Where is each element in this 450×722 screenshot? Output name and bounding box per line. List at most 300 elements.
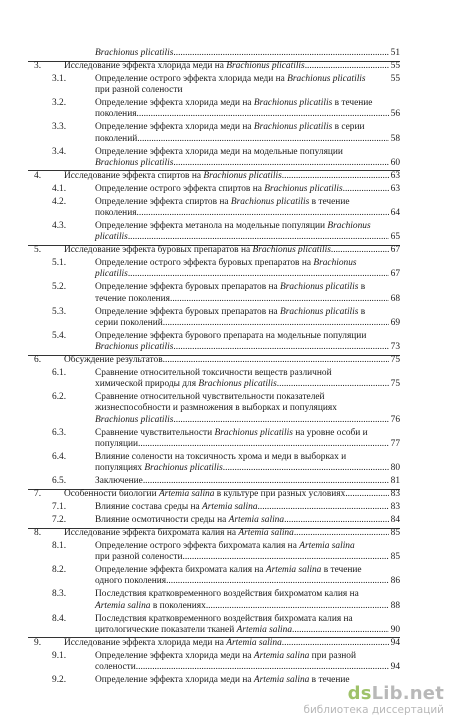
- toc-entry-title: [64, 489, 345, 500]
- toc-entry-line: [95, 463, 400, 474]
- toc-section-entry[interactable]: [95, 368, 400, 390]
- toc-entry-title: [95, 134, 137, 145]
- page-number: 76: [390, 414, 400, 425]
- toc-entry-title: [95, 232, 128, 243]
- species-name: Brachionus plicatilis: [144, 462, 223, 473]
- page-number: 55: [390, 61, 400, 71]
- title-text: цитологические показатели тканей: [95, 624, 237, 635]
- title-text: Определение острого эффекта бихромата калия на: [95, 541, 300, 551]
- page-number: 90: [390, 624, 400, 635]
- toc-section-entry[interactable]: [95, 307, 400, 329]
- section-number: 6.4.: [52, 451, 67, 462]
- dot-leader: [136, 662, 389, 673]
- title-text: в течение: [332, 98, 373, 109]
- dot-leader: [277, 379, 389, 390]
- species-name: Artemia salina: [226, 637, 282, 648]
- toc-entry-title: [95, 614, 353, 625]
- toc-section-entry[interactable]: [95, 74, 400, 96]
- title-text: Влияние осмотичности среды на: [95, 515, 229, 525]
- toc-section-entry[interactable]: [95, 331, 400, 353]
- species-name: Artemia salina: [228, 515, 285, 525]
- toc-entry-title: [95, 307, 365, 318]
- toc-chapter-entry[interactable]: [64, 528, 400, 539]
- dot-leader: [345, 489, 388, 500]
- toc-entry-title: [95, 197, 350, 208]
- toc-entry-title: [95, 98, 372, 109]
- species-name: Brachionus plicatilis: [253, 122, 333, 133]
- dot-leader: [137, 109, 389, 120]
- title-text: Определение эффекта хлорида меди на: [95, 650, 254, 661]
- toc-entry-line: [95, 269, 400, 280]
- species-name: Brachionus plicatilis: [95, 48, 174, 58]
- page-number: 64: [390, 207, 400, 218]
- title-text: популяциях: [95, 462, 145, 473]
- section-number: 9.2.: [52, 675, 67, 685]
- toc-entry-line: [95, 403, 400, 414]
- toc-entry-title: [64, 355, 163, 366]
- page-number: 75: [390, 355, 400, 365]
- section-number: 8.3.: [52, 589, 67, 600]
- page-number: 69: [390, 317, 400, 328]
- dot-leader: [163, 355, 389, 366]
- dot-leader: [294, 528, 389, 539]
- dot-leader: [282, 171, 389, 182]
- toc-entry-line: [95, 197, 400, 208]
- species-name: Brachionus plicatilis: [95, 341, 174, 352]
- toc-entry-line: [64, 171, 400, 182]
- toc-entry-title: [95, 342, 173, 353]
- toc-entry-title: [95, 452, 346, 463]
- toc-entry-line: [95, 232, 400, 243]
- toc-entry-line: [95, 439, 400, 450]
- section-number: 5.2.: [52, 282, 67, 293]
- toc-entry-title: [95, 269, 128, 280]
- toc-section-entry[interactable]: [95, 428, 400, 450]
- species-name: Artemia salina: [253, 675, 310, 685]
- toc-entry-line: [95, 541, 400, 552]
- page-number: 83: [390, 489, 400, 499]
- toc-entry-line: [95, 122, 400, 133]
- toc-section-entry[interactable]: [95, 589, 400, 611]
- toc-entry-line: [95, 392, 400, 403]
- toc-entry-title: [64, 245, 331, 256]
- toc-entry-line: [95, 48, 400, 59]
- toc-entry-title: [95, 282, 365, 293]
- species-name: Brachionus plicatilis: [226, 61, 305, 71]
- toc-entry-line: [95, 282, 400, 293]
- toc-entry-line: [95, 221, 400, 232]
- toc-entry-line: [64, 355, 400, 366]
- toc-chapter-entry[interactable]: [64, 355, 400, 366]
- toc-entry-title: [95, 158, 173, 169]
- toc-chapter-entry[interactable]: [64, 245, 400, 256]
- toc-entry-line: [64, 528, 400, 539]
- title-text: Определение эффекта хлорида меди на модельные популяции: [95, 146, 343, 157]
- species-name: plicatilis: [95, 269, 128, 280]
- toc-entry-title: [95, 552, 182, 563]
- title-text: поколения: [95, 109, 137, 120]
- watermark: [303, 684, 444, 716]
- toc-entry-line: [95, 476, 400, 487]
- dot-leader: [223, 463, 389, 474]
- toc-entry-line: [95, 625, 400, 636]
- dot-leader: [166, 576, 389, 587]
- toc-chapter-entry[interactable]: [64, 489, 400, 500]
- title-text: химической природы для: [95, 379, 199, 390]
- title-text: Определение эффекта бихромата калия на: [95, 565, 266, 576]
- toc-entry-line: [95, 307, 400, 318]
- title-text: в поколениях: [150, 600, 206, 611]
- page-number: 67: [390, 245, 400, 256]
- chapter-number: 8.: [34, 528, 42, 538]
- title-text: Влияние солености на токсичность хрома и меди в выборках и: [95, 451, 347, 462]
- page-number: 75: [390, 379, 400, 390]
- title-text: Исследование эффекта хлорида меди на: [64, 637, 227, 648]
- page-number: 77: [390, 438, 400, 449]
- dot-leader: [137, 208, 389, 219]
- page-number: 73: [390, 341, 400, 352]
- dot-leader: [331, 245, 389, 256]
- toc-entry-line: [95, 428, 400, 439]
- section-number: 4.3.: [52, 221, 67, 231]
- section-number: 5.4.: [52, 330, 67, 341]
- toc-section-entry[interactable]: [95, 515, 400, 526]
- dot-leader: [143, 476, 389, 487]
- species-name: Brachionus plicatilis: [230, 196, 310, 207]
- title-text: при разной: [309, 650, 357, 661]
- section-number: 6.1.: [52, 368, 67, 378]
- title-text: течение поколения: [95, 293, 170, 304]
- toc-entry-title: [64, 638, 282, 649]
- toc-entry-line: [95, 147, 400, 158]
- chapter-number: 9.: [34, 637, 42, 648]
- toc-entry-line: [64, 489, 400, 500]
- toc-section-entry[interactable]: [95, 651, 400, 673]
- title-text: Особенности биологии: [64, 489, 159, 499]
- page-number: 94: [390, 661, 400, 672]
- title-text: при разной солености: [95, 85, 183, 96]
- title-text: поколения: [95, 207, 137, 218]
- toc-entry-title: [95, 74, 366, 85]
- section-number: 3.1.: [52, 74, 67, 84]
- toc-section-entry[interactable]: [95, 184, 400, 195]
- toc-chapter-entry[interactable]: [64, 61, 400, 72]
- dot-leader: [170, 294, 389, 305]
- title-text: в течение: [309, 196, 350, 207]
- toc-entry-title: [95, 368, 332, 379]
- toc-entry-title: [95, 379, 277, 390]
- title-text: Определение эффекта буровых препаратов на: [95, 306, 281, 317]
- toc-entry-title: [64, 171, 282, 182]
- toc-entry-line: [95, 601, 400, 612]
- page-number: 65: [390, 232, 400, 243]
- toc-entry-line: [95, 452, 400, 463]
- species-name: Artemia salina: [95, 600, 151, 611]
- title-text: Определение эффекта метанола на модельные популяции: [95, 221, 328, 231]
- dot-leader: [173, 48, 388, 59]
- species-name: Artemia salina: [265, 565, 322, 576]
- page-number: 80: [390, 462, 400, 473]
- toc-entry-title: [95, 403, 337, 414]
- dot-leader: [128, 269, 389, 280]
- dot-leader: [292, 625, 389, 636]
- toc-entry-line: [64, 245, 400, 256]
- species-name: Brachionus plicatilis: [198, 379, 277, 390]
- toc-section-entry[interactable]: [95, 221, 400, 243]
- toc-chapter-entry[interactable]: [64, 638, 400, 649]
- toc-section-entry[interactable]: [95, 541, 400, 563]
- dot-leader: [137, 134, 388, 145]
- title-text: Сравнение относительной чувствительности показателей: [95, 392, 325, 403]
- toc-entry-title: [95, 122, 365, 133]
- toc-entry-line: [95, 74, 400, 85]
- toc-section-entry[interactable]: [95, 452, 400, 474]
- toc-entry-title: [95, 662, 136, 673]
- title-text: Исследование эффекта спиртов на: [64, 170, 204, 181]
- species-name: Brachionus plicatilis: [287, 74, 366, 84]
- toc-entry-line: [95, 651, 400, 662]
- title-text: Определение эффекта хлорида меди на: [95, 675, 254, 685]
- title-text: в культуре при разных условиях: [214, 489, 346, 499]
- dot-leader: [343, 184, 389, 195]
- toc-entry-title: [95, 221, 371, 232]
- page-number: 83: [390, 502, 400, 512]
- chapter-number: 4.: [34, 170, 42, 181]
- toc-entry-title: [95, 331, 366, 342]
- page-number: 86: [390, 576, 400, 587]
- section-number: 6.2.: [52, 392, 67, 403]
- toc-entry-line: [95, 331, 400, 342]
- page-number: 55: [390, 74, 400, 84]
- species-name: Artemia salina: [158, 489, 215, 499]
- toc-entry-line: [95, 502, 400, 513]
- dot-leader: [182, 552, 388, 563]
- toc-entry-title: [95, 502, 258, 513]
- title-text: Сравнение относительной токсичности веществ различной: [95, 368, 332, 378]
- chapter-number: 7.: [34, 489, 42, 499]
- dot-leader: [284, 515, 389, 526]
- toc-entry-title: [95, 463, 223, 474]
- toc-entry-line: [95, 158, 400, 169]
- section-number: 5.1.: [52, 258, 67, 269]
- toc-entry-title: [64, 528, 294, 539]
- title-text: Определение острого эффекта спиртов на: [95, 183, 265, 194]
- dot-leader: [163, 318, 389, 329]
- species-name: plicatilis: [95, 232, 128, 243]
- section-number: 3.4.: [52, 146, 67, 157]
- species-name: Artemia salina: [202, 502, 258, 512]
- toc-entry-line: [95, 208, 400, 219]
- toc-entry-title: [95, 48, 173, 59]
- species-name: Brachionus: [327, 221, 371, 231]
- toc-entry-title: [95, 147, 343, 158]
- title-text: Исследование эффекта хлорида меди на: [64, 61, 227, 71]
- toc-entry-line: [95, 318, 400, 329]
- toc-entry-line: [64, 61, 400, 72]
- dot-leader: [173, 415, 388, 426]
- toc-section-entry[interactable]: [95, 98, 400, 120]
- title-text: солености: [95, 661, 136, 672]
- toc-entry-line: [95, 184, 400, 195]
- toc-entry-title: [95, 589, 359, 600]
- title-text: Заключение: [95, 476, 143, 486]
- species-name: Artemia salina: [253, 650, 310, 661]
- page-number: 94: [390, 637, 400, 648]
- toc-entry-title: [95, 415, 173, 426]
- page-number: 85: [390, 552, 400, 563]
- dot-leader: [173, 158, 388, 169]
- toc-entry-title: [95, 392, 325, 403]
- section-number: 4.2.: [52, 196, 67, 207]
- section-number: 5.3.: [52, 306, 67, 317]
- toc-entry-line: [95, 85, 400, 96]
- toc-section-entry[interactable]: [95, 122, 400, 144]
- title-text: Последствия кратковременного воздействия бихромата калия на: [95, 613, 353, 624]
- toc-section-entry[interactable]: [95, 258, 400, 280]
- title-text: Определение эффекта буровых препаратов на: [95, 282, 281, 293]
- toc-entry-line: [95, 379, 400, 390]
- species-name: Brachionus plicatilis: [280, 282, 359, 293]
- species-name: Brachionus plicatilis: [264, 183, 343, 194]
- page-number: 88: [390, 600, 400, 611]
- species-name: Brachionus plicatilis: [253, 98, 333, 109]
- page-number: 68: [390, 293, 400, 304]
- toc-entry-title: [95, 439, 138, 450]
- toc-entry-line: [95, 134, 400, 145]
- toc-entry-title: [95, 651, 356, 662]
- page-number: 51: [390, 48, 400, 58]
- toc-section-entry[interactable]: [95, 502, 400, 513]
- chapter-number: 5.: [34, 245, 42, 256]
- toc-entry-line: [95, 342, 400, 353]
- species-name: Brachionus plicatilis: [252, 245, 331, 256]
- toc-entry-line: [95, 576, 400, 587]
- title-text: одного поколения: [95, 576, 167, 587]
- section-number: 3.2.: [52, 98, 67, 109]
- species-name: Brachionus plicatilis: [95, 157, 174, 168]
- toc-entry-line: [95, 258, 400, 269]
- section-number: 8.1.: [52, 541, 67, 551]
- title-text: поколений: [95, 133, 138, 144]
- dot-leader: [138, 439, 389, 450]
- toc-entry-title: [95, 208, 137, 219]
- page-number: 67: [390, 269, 400, 280]
- toc-entry-title: [95, 294, 170, 305]
- title-text: жизнеспособности и размножения в выборках и популяциях: [95, 403, 337, 414]
- toc-chapter-entry[interactable]: [64, 171, 400, 182]
- section-number: 7.2.: [52, 515, 67, 525]
- section-number: 4.1.: [52, 183, 67, 194]
- section-number: 8.4.: [52, 613, 67, 624]
- section-number: 7.1.: [52, 502, 67, 512]
- title-text: Определение эффекта хлорида меди на: [95, 122, 254, 133]
- species-name: Artemia salina: [299, 541, 355, 551]
- section-number: 8.2.: [52, 565, 67, 576]
- toc-entry-line: [95, 368, 400, 379]
- toc-entry-line: [64, 638, 400, 649]
- toc-entry-line: [95, 589, 400, 600]
- title-text: в серии: [332, 122, 365, 133]
- toc-entry-title: [95, 85, 182, 96]
- title-text: в: [358, 306, 366, 317]
- title-text: Определение эффекта спиртов на: [95, 196, 231, 207]
- species-name: Artemia salina: [238, 528, 294, 538]
- watermark-logo: dsLib.net: [347, 683, 444, 704]
- toc-section-entry[interactable]: [95, 147, 400, 169]
- section-number: 6.3.: [52, 427, 67, 438]
- toc-entry-title: [95, 318, 163, 329]
- chapter-number: 6.: [34, 355, 42, 365]
- title-text: Влияние состава среды на: [95, 502, 203, 512]
- title-text: серии поколений: [95, 317, 163, 328]
- title-text: Последствия кратковременного воздействия бихроматом калия на: [95, 589, 359, 600]
- toc-entry-line: [95, 515, 400, 526]
- page-number: 85: [390, 528, 400, 538]
- section-number: 9.1.: [52, 650, 67, 661]
- toc-entry-title: [64, 61, 305, 72]
- title-text: в течение: [309, 675, 350, 685]
- toc-entry-title: [95, 601, 206, 612]
- title-text: Сравнение чувствительности: [95, 427, 215, 438]
- toc-section-entry[interactable]: [95, 565, 400, 587]
- title-text: популяции: [95, 438, 139, 449]
- toc-entry-title: [95, 428, 368, 439]
- watermark-subtitle: библиотека диссертаций: [303, 704, 444, 716]
- toc-entry-line: [95, 294, 400, 305]
- toc-entry-line: [95, 552, 400, 563]
- dot-leader: [305, 61, 389, 72]
- species-name: Brachionus: [313, 258, 357, 269]
- title-text: Определение эффекта бурового препарата на модельные популяции: [95, 330, 367, 341]
- species-name: Brachionus plicatilis: [280, 306, 359, 317]
- toc-entry-line: [95, 614, 400, 625]
- page-number: 60: [390, 157, 400, 168]
- toc-entry-title: [95, 565, 362, 576]
- title-text: Определение острого эффекта хлорида меди на: [95, 74, 288, 84]
- toc-section-entry[interactable]: [95, 614, 400, 636]
- toc-section-entry[interactable]: [95, 476, 400, 487]
- species-name: Artemia salina: [236, 624, 293, 635]
- toc-entry-line: [95, 565, 400, 576]
- page-number: 56: [390, 109, 400, 120]
- chapter-number: 3.: [34, 61, 42, 71]
- toc-entry-title: [95, 541, 355, 552]
- title-text: Исследование эффекта буровых препаратов на: [64, 245, 253, 256]
- toc-entry-line: [95, 415, 400, 426]
- title-text: при разной солености: [95, 552, 183, 563]
- dot-leader: [282, 638, 389, 649]
- toc-section-entry[interactable]: [95, 282, 400, 304]
- section-number: 3.3.: [52, 122, 67, 133]
- toc-entry-line: [95, 662, 400, 673]
- toc-continuation-entry[interactable]: [95, 48, 400, 59]
- page-number: 58: [390, 133, 400, 144]
- title-text: Определение эффекта хлорида меди на: [95, 98, 254, 109]
- section-number: 6.5.: [52, 476, 67, 486]
- title-text: в: [358, 282, 366, 293]
- dot-leader: [258, 502, 389, 513]
- toc-entry-title: [95, 184, 343, 195]
- toc-entry-line: [95, 98, 400, 109]
- dot-leader: [128, 232, 389, 243]
- toc-section-entry[interactable]: [95, 392, 400, 426]
- page-number: 81: [390, 476, 400, 486]
- toc-entry-line: [95, 109, 400, 120]
- title-text: в течение: [321, 565, 362, 576]
- toc-section-entry[interactable]: [95, 197, 400, 219]
- toc-entry-title: [95, 515, 284, 526]
- toc-entry-title: [95, 476, 143, 487]
